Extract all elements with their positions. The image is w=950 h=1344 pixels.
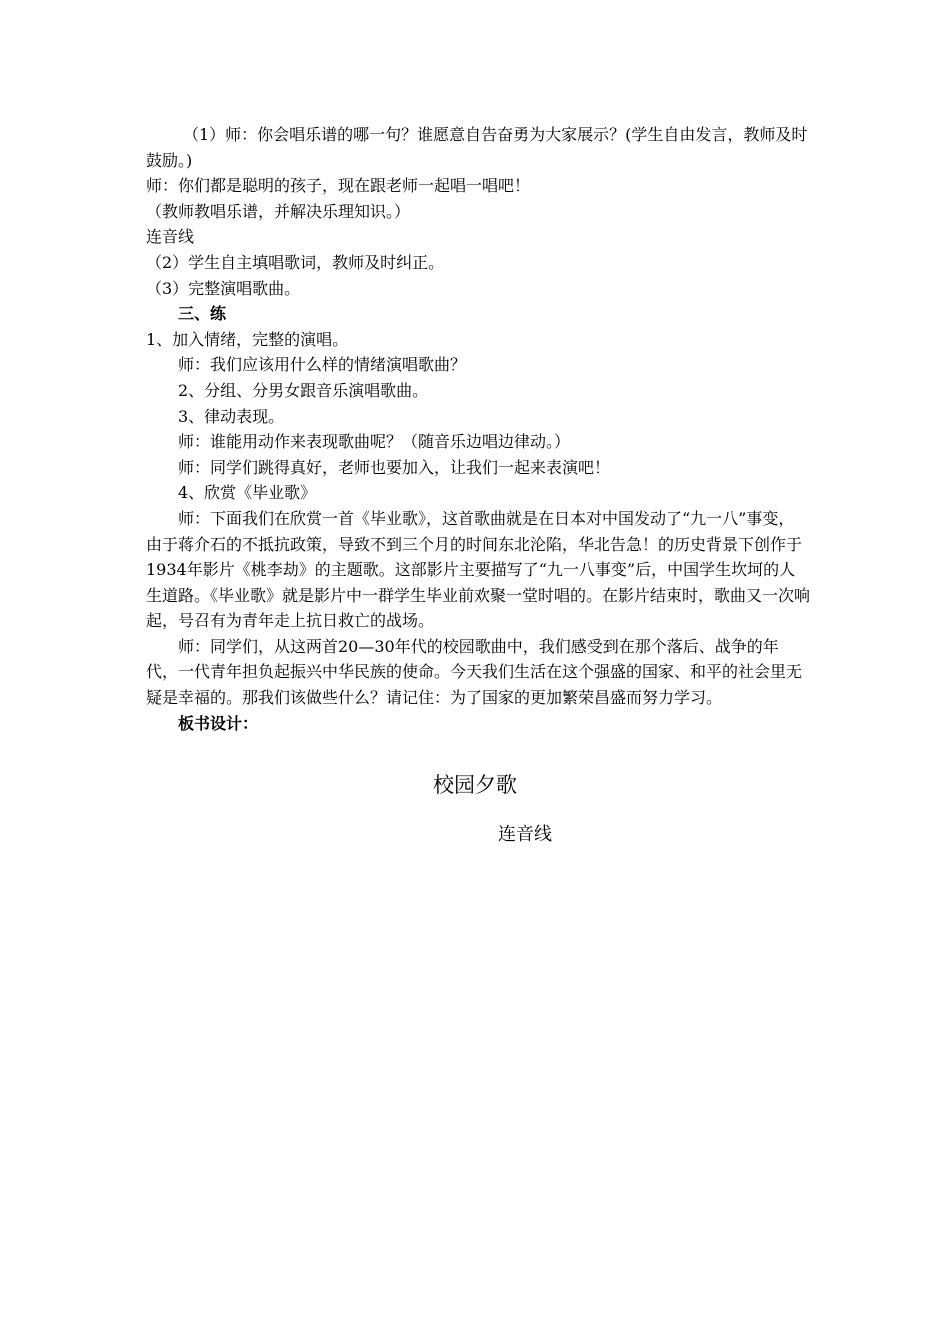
paragraph-slur-label: 连音线 <box>146 227 195 247</box>
paragraph-teaching-note: （教师教唱乐谱，并解决乐理知识。） <box>146 201 411 221</box>
paragraph-practice-4: 4、欣赏《毕业歌》 <box>178 483 317 503</box>
paragraph-step-2: （2）学生自主填唱歌词，教师及时纠正。 <box>146 252 445 272</box>
lesson-text <box>146 122 810 736</box>
paragraph-step-1: （1）师：你会唱乐谱的哪一句？谁愿意自告奋勇为大家展示？(学生自由发言，教师及时鼓励。) <box>146 125 808 170</box>
paragraph-practice-2: 2、分组、分男女跟音乐演唱歌曲。 <box>178 380 429 400</box>
paragraph-step-3: （3）完整演唱歌曲。 <box>146 278 301 298</box>
paragraph-teacher-question: 师：我们应该用什么样的情绪演唱歌曲？ <box>178 355 467 375</box>
board-subtitle: 连音线 <box>498 824 552 845</box>
paragraph-teacher-prompt: 师：你们都是聪明的孩子，现在跟老师一起唱一唱吧！ <box>146 176 531 196</box>
board-design-heading: 板书设计： <box>178 713 259 733</box>
board-title: 校园夕歌 <box>433 773 517 797</box>
paragraph-teacher-join: 师：同学们跳得真好，老师也要加入，让我们一起来表演吧！ <box>178 457 611 477</box>
paragraph-graduation-song: 师：下面我们在欣赏一首《毕业歌》，这首歌曲就是在日本对中国发动了“九一八”事变，由于蒋介石的不抵抗政策，导致不到三个月的时间东北沦陷，华北告急！的历史背景下创作于1934年影片《桃李劫》的主题歌。这部影片主要描写了“九一八事变”后，中国学生坎坷的人生道路。《毕业歌》就是影片中一群学生毕业前欢聚一堂时唱的。在影片结束时，歌曲又一次响起，号召有为青年走上抗日救亡的战场。 <box>146 508 811 631</box>
section-heading-practice: 三、练 <box>178 304 227 324</box>
paragraph-practice-3: 3、律动表现。 <box>178 406 285 426</box>
paragraph-closing: 师：同学们，从这两首20—30年代的校园歌曲中，我们感受到在那个落后、战争的年代，一代青年担负起振兴中华民族的使命。今天我们生活在这个强盛的国家、和平的社会里无疑是幸福的。那我们该做些什么？请记住：为了国家的更加繁荣昌盛而努力学习。 <box>146 636 803 708</box>
paragraph-teacher-movement: 师：谁能用动作来表现歌曲呢？（随音乐边唱边律动。） <box>178 432 571 452</box>
paragraph-practice-1: 1、加入情绪，完整的演唱。 <box>146 329 349 349</box>
